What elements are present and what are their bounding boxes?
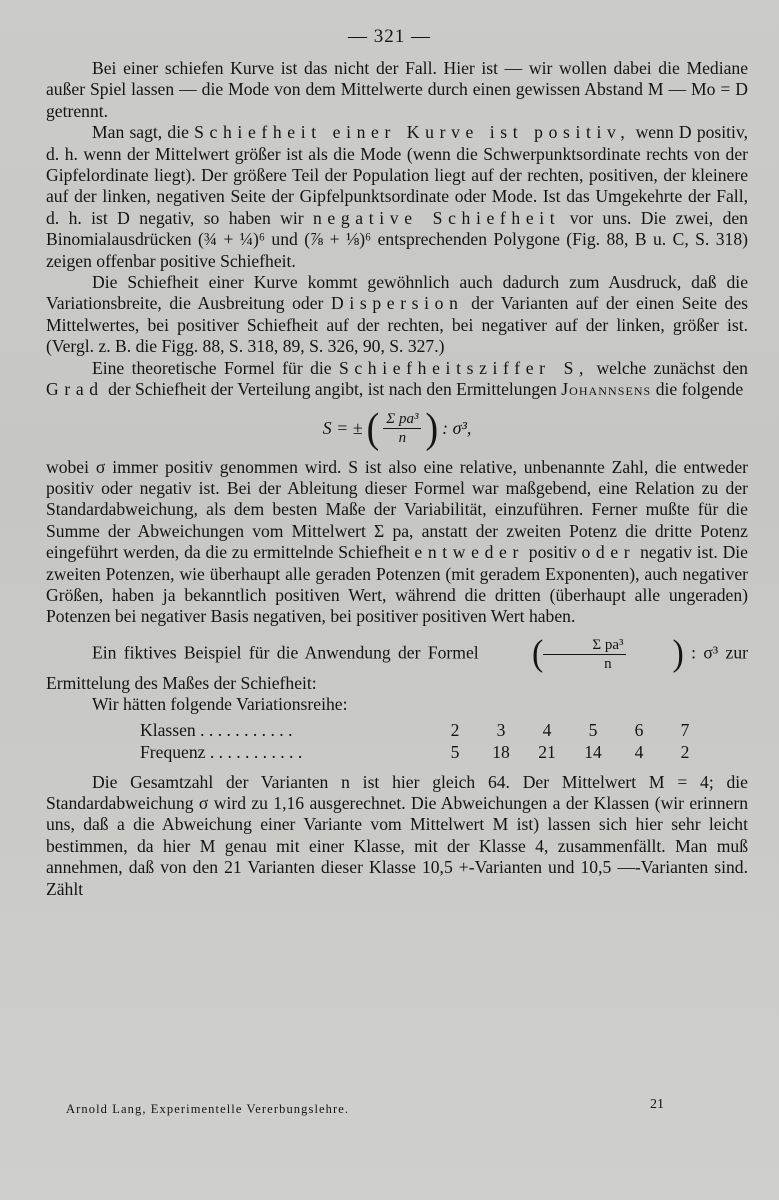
paragraph-5-text-c: positiv <box>528 542 577 563</box>
inline-left-paren: ( <box>532 633 544 675</box>
paragraph-2-text-c: wenn D positiv, d. h. wenn der Mittelwert größer ist als die Mode (wenn die Schwerpunktsordinate rechts von der Gipfelordinate liegt). Der größere Teil der Population liegt auf der rechten, positiven, der kleinere auf der linken, negativen Seite der Gipfelpunktsordinate oder Mode. Ist das Umgekehrte der Fall, d. h. ist D negativ, so haben wir <box>46 122 748 228</box>
paragraph-6-text-b: : σ³ zur Ermittelung des Maßes der Schiefheit: <box>46 642 748 693</box>
inline-fraction <box>543 636 626 673</box>
table-row <box>140 720 708 742</box>
footer-signature-number: 21 <box>650 1097 664 1112</box>
paragraph-4-text-c: welche zunächst den <box>596 357 748 378</box>
formula-denominator: n <box>398 430 407 446</box>
paragraph-3-text-c: der Varianten auf der einen Seite des Mittelwertes, bei positiver Schiefheit auf der rechten, bei negativer auf der linken, größer ist. (Vergl. z. B. die Figg. 88, S. 318, 89, S. 326, 90, S. 327.) <box>46 293 749 357</box>
table-cell: 4 <box>634 741 644 762</box>
paragraph-5 <box>46 457 748 628</box>
emphasis-entweder: entweder <box>414 542 524 563</box>
body-text <box>46 58 748 900</box>
paragraph-1: Bei einer schiefen Kurve ist das nicht der Fall. Hier ist — wir wollen dabei die Mediane außer Spiel lassen — die Mode von dem Mittelwerte durch einen gewissen Abstand M — Mo = D getrennt. <box>46 58 748 121</box>
table-row <box>140 742 708 764</box>
table-cell: 3 <box>496 719 506 740</box>
paragraph-5-text-e: negativ ist. Die zweiten Potenzen, wie überhaupt alle geraden Potenzen (mit geradem Exponenten), auch negativer Größen, haben ja bekanntlich positiven Wert, während die dritten (überhaupt alle ungeraden) Potenzen bei negativer Basis negativen, bei positiver positiven Wert haben. <box>46 542 748 627</box>
inline-formula <box>486 633 684 675</box>
emphasis-grad: Grad <box>46 379 104 400</box>
paragraph-7: Wir hätten folgende Variationsreihe: <box>92 694 348 715</box>
table-cell: 2 <box>680 741 690 762</box>
row-label-frequency: Frequenz . . . . . . . . . . . <box>140 741 303 762</box>
row-label-classes: Klassen . . . . . . . . . . . <box>140 719 293 740</box>
table-cell: 5 <box>588 719 598 740</box>
footer-book-title: Arnold Lang, Experimentelle Vererbungslehre. <box>66 1102 350 1116</box>
paragraph-2 <box>46 122 748 272</box>
emphasis-negative-skewness: negative Schiefheit <box>312 207 561 228</box>
formula-fraction <box>383 410 421 447</box>
formula-rhs: : σ³, <box>442 417 472 438</box>
emphasis-dispersion: Dispersion <box>330 293 464 314</box>
formula-numerator: Σ pa³ <box>383 410 421 429</box>
paragraph-6 <box>46 633 748 694</box>
formula-lhs: S = ± <box>322 417 363 438</box>
table-cell: 21 <box>538 741 556 762</box>
paragraph-4-text-e: der Schiefheit der Verteilung angibt, ist nach den Ermittelungen <box>108 379 557 400</box>
paragraph-2-text-a: Man sagt, die <box>92 122 189 143</box>
emphasis-skewness-coefficient: Schiefheitsziffer S, <box>338 357 590 378</box>
paragraph-5-text-a: wobei σ immer positiv genommen wird. S ist also eine relative, unbenannte Zahl, die entweder positiv oder negativ ist. Bei der Ableitung dieser Formel war maßgebend, eine Relation zu der Standardabweichung, als dem besten Maße der Variabilität, einzuführen. Ferner mußte für die Summe der Abweichungen vom Mittelwert Σ pa, anstatt der zweiten Potenz die dritte Potenz eingeführt werden, da die zu ermittelnde Schiefheit <box>46 456 748 563</box>
paragraph-4-text-a: Eine theoretische Formel für die <box>92 357 332 378</box>
table-cell: 5 <box>450 741 460 762</box>
paragraph-3-text-a: Die Schiefheit einer Kurve kommt gewöhnlich auch dadurch zum Ausdruck, daß die Variationsbreite, die Ausbreitung oder <box>46 272 748 314</box>
formula-left-paren: ( <box>366 405 380 452</box>
skewness-formula <box>46 407 748 451</box>
author-johannsen: Johannsens <box>561 379 652 400</box>
table-cell: 2 <box>450 719 460 740</box>
variation-series-table <box>140 720 708 764</box>
paragraph-8: Die Gesamtzahl der Varianten n ist hier gleich 64. Der Mittelwert M = 4; die Standardabweichung σ wird zu 1,16 ausgerechnet. Die Abweichungen a der Klassen (wir erinnern uns, daß a die Abweichung einer Variante vom Mittelwert M ist) lassen sich hier sehr leicht bestimmen, da hier M genau mit einer Klasse, mit der Klasse 4, zusammenfällt. Man muß annehmen, daß von den 21 Varianten dieser Klasse 10,5 +-Varianten und 10,5 —-Varianten sind. Zählt <box>46 771 748 899</box>
paragraph-4-text-g: die folgende <box>655 379 744 400</box>
emphasis-oder: oder <box>581 542 636 563</box>
inline-right-paren: ) <box>672 633 684 675</box>
inline-denominator: n <box>604 655 612 672</box>
table-cell: 6 <box>634 719 644 740</box>
table-cell: 18 <box>492 741 510 762</box>
emphasis-skewness-positive: Schiefheit einer Kurve ist positiv, <box>194 122 631 143</box>
inline-numerator: Σ pa³ <box>543 636 626 655</box>
paragraph-4 <box>46 358 748 401</box>
paragraph-6-text-a: Ein fiktives Beispiel für die Anwendung der Formel <box>92 642 479 663</box>
table-cell: 14 <box>584 741 602 762</box>
paragraph-3 <box>46 272 748 358</box>
table-cell: 7 <box>680 719 690 740</box>
paragraph-2-text-e: vor uns. Die zwei, den Binomialausdrücken (¾ + ¼)⁶ und (⅞ + ⅛)⁶ entsprechenden Polygone (Fig. 88, B u. C, S. 318) zeigen offenbar positive Schiefheit. <box>46 207 748 271</box>
table-cell: 4 <box>542 719 552 740</box>
page-number: — 321 — <box>348 26 431 47</box>
formula-right-paren: ) <box>425 405 439 452</box>
